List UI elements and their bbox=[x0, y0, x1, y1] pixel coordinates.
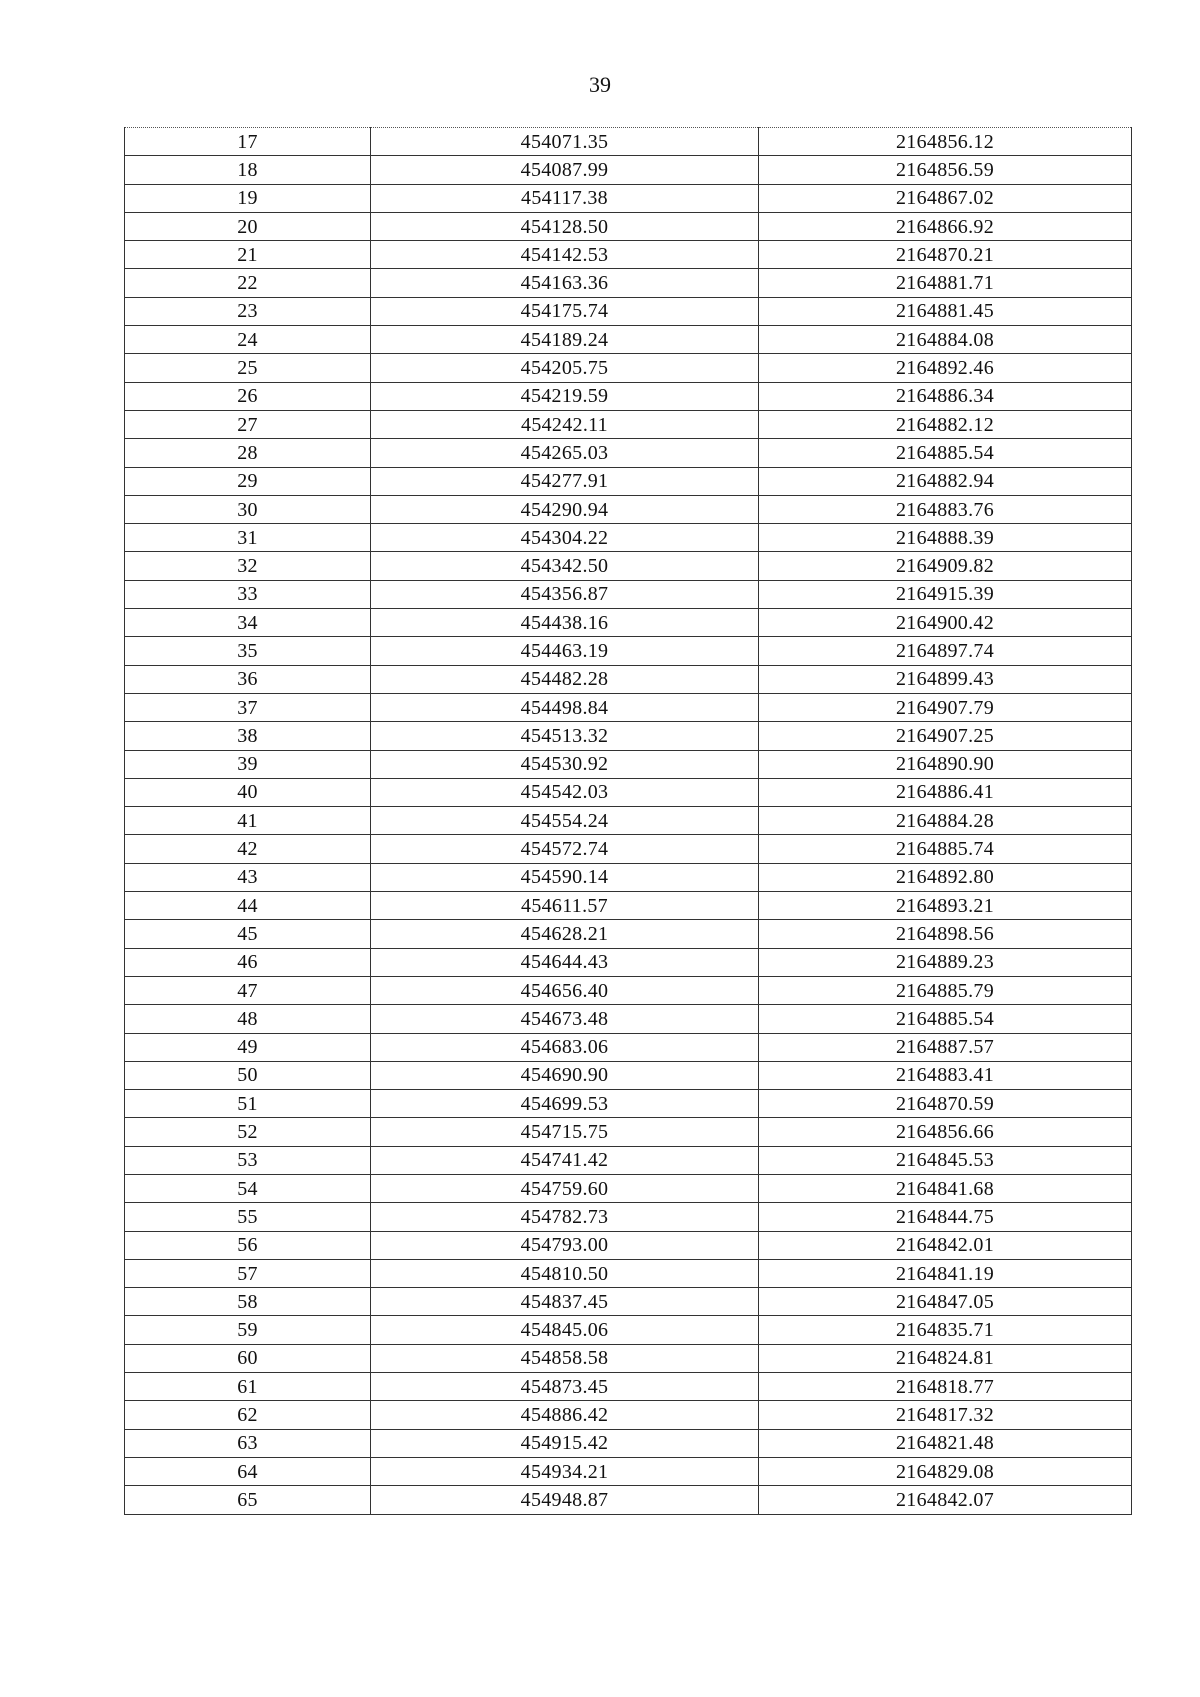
point-number-cell: 64 bbox=[125, 1457, 371, 1485]
coordinates-table-body bbox=[125, 128, 1132, 1515]
table-row bbox=[125, 920, 1132, 948]
point-number-cell: 47 bbox=[125, 976, 371, 1004]
x-coordinate-cell: 454845.06 bbox=[371, 1316, 759, 1344]
point-number-cell: 20 bbox=[125, 212, 371, 240]
point-number-cell: 63 bbox=[125, 1429, 371, 1457]
y-coordinate-cell: 2164847.05 bbox=[759, 1288, 1132, 1316]
table-row bbox=[125, 241, 1132, 269]
point-number-cell: 34 bbox=[125, 609, 371, 637]
y-coordinate-cell: 2164842.01 bbox=[759, 1231, 1132, 1259]
table-row bbox=[125, 467, 1132, 495]
table-row bbox=[125, 495, 1132, 523]
y-coordinate-cell: 2164885.54 bbox=[759, 439, 1132, 467]
y-coordinate-cell: 2164824.81 bbox=[759, 1344, 1132, 1372]
table-row bbox=[125, 1429, 1132, 1457]
y-coordinate-cell: 2164845.53 bbox=[759, 1146, 1132, 1174]
table-row bbox=[125, 1118, 1132, 1146]
x-coordinate-cell: 454554.24 bbox=[371, 807, 759, 835]
y-coordinate-cell: 2164898.56 bbox=[759, 920, 1132, 948]
y-coordinate-cell: 2164835.71 bbox=[759, 1316, 1132, 1344]
x-coordinate-cell: 454189.24 bbox=[371, 326, 759, 354]
point-number-cell: 24 bbox=[125, 326, 371, 354]
point-number-cell: 27 bbox=[125, 410, 371, 438]
x-coordinate-cell: 454242.11 bbox=[371, 410, 759, 438]
point-number-cell: 50 bbox=[125, 1061, 371, 1089]
table-row bbox=[125, 609, 1132, 637]
y-coordinate-cell: 2164900.42 bbox=[759, 609, 1132, 637]
table-row bbox=[125, 382, 1132, 410]
x-coordinate-cell: 454087.99 bbox=[371, 156, 759, 184]
point-number-cell: 56 bbox=[125, 1231, 371, 1259]
x-coordinate-cell: 454530.92 bbox=[371, 750, 759, 778]
x-coordinate-cell: 454793.00 bbox=[371, 1231, 759, 1259]
x-coordinate-cell: 454117.38 bbox=[371, 184, 759, 212]
page-number: 39 bbox=[589, 72, 611, 97]
x-coordinate-cell: 454656.40 bbox=[371, 976, 759, 1004]
y-coordinate-cell: 2164841.68 bbox=[759, 1174, 1132, 1202]
table-row bbox=[125, 184, 1132, 212]
y-coordinate-cell: 2164844.75 bbox=[759, 1203, 1132, 1231]
table-row bbox=[125, 1090, 1132, 1118]
x-coordinate-cell: 454356.87 bbox=[371, 580, 759, 608]
x-coordinate-cell: 454342.50 bbox=[371, 552, 759, 580]
table-row bbox=[125, 410, 1132, 438]
point-number-cell: 23 bbox=[125, 297, 371, 325]
point-number-cell: 33 bbox=[125, 580, 371, 608]
y-coordinate-cell: 2164889.23 bbox=[759, 948, 1132, 976]
point-number-cell: 26 bbox=[125, 382, 371, 410]
y-coordinate-cell: 2164887.57 bbox=[759, 1033, 1132, 1061]
y-coordinate-cell: 2164882.12 bbox=[759, 410, 1132, 438]
table-row bbox=[125, 1401, 1132, 1429]
x-coordinate-cell: 454219.59 bbox=[371, 382, 759, 410]
x-coordinate-cell: 454759.60 bbox=[371, 1174, 759, 1202]
y-coordinate-cell: 2164870.21 bbox=[759, 241, 1132, 269]
y-coordinate-cell: 2164893.21 bbox=[759, 892, 1132, 920]
table-row bbox=[125, 863, 1132, 891]
y-coordinate-cell: 2164841.19 bbox=[759, 1259, 1132, 1287]
y-coordinate-cell: 2164881.71 bbox=[759, 269, 1132, 297]
y-coordinate-cell: 2164888.39 bbox=[759, 524, 1132, 552]
point-number-cell: 57 bbox=[125, 1259, 371, 1287]
y-coordinate-cell: 2164884.28 bbox=[759, 807, 1132, 835]
y-coordinate-cell: 2164909.82 bbox=[759, 552, 1132, 580]
x-coordinate-cell: 454175.74 bbox=[371, 297, 759, 325]
table-row bbox=[125, 1146, 1132, 1174]
table-row bbox=[125, 1033, 1132, 1061]
point-number-cell: 37 bbox=[125, 693, 371, 721]
point-number-cell: 61 bbox=[125, 1373, 371, 1401]
y-coordinate-cell: 2164915.39 bbox=[759, 580, 1132, 608]
y-coordinate-cell: 2164867.02 bbox=[759, 184, 1132, 212]
table-row bbox=[125, 1259, 1132, 1287]
table-row bbox=[125, 1061, 1132, 1089]
y-coordinate-cell: 2164881.45 bbox=[759, 297, 1132, 325]
x-coordinate-cell: 454513.32 bbox=[371, 722, 759, 750]
y-coordinate-cell: 2164856.59 bbox=[759, 156, 1132, 184]
x-coordinate-cell: 454438.16 bbox=[371, 609, 759, 637]
table-row bbox=[125, 580, 1132, 608]
x-coordinate-cell: 454572.74 bbox=[371, 835, 759, 863]
x-coordinate-cell: 454498.84 bbox=[371, 693, 759, 721]
table-row bbox=[125, 976, 1132, 1004]
y-coordinate-cell: 2164892.80 bbox=[759, 863, 1132, 891]
table-row bbox=[125, 212, 1132, 240]
x-coordinate-cell: 454628.21 bbox=[371, 920, 759, 948]
point-number-cell: 43 bbox=[125, 863, 371, 891]
y-coordinate-cell: 2164897.74 bbox=[759, 637, 1132, 665]
point-number-cell: 65 bbox=[125, 1486, 371, 1514]
point-number-cell: 59 bbox=[125, 1316, 371, 1344]
y-coordinate-cell: 2164829.08 bbox=[759, 1457, 1132, 1485]
y-coordinate-cell: 2164892.46 bbox=[759, 354, 1132, 382]
point-number-cell: 39 bbox=[125, 750, 371, 778]
point-number-cell: 51 bbox=[125, 1090, 371, 1118]
x-coordinate-cell: 454741.42 bbox=[371, 1146, 759, 1174]
y-coordinate-cell: 2164818.77 bbox=[759, 1373, 1132, 1401]
point-number-cell: 30 bbox=[125, 495, 371, 523]
x-coordinate-cell: 454948.87 bbox=[371, 1486, 759, 1514]
table-row bbox=[125, 297, 1132, 325]
x-coordinate-cell: 454163.36 bbox=[371, 269, 759, 297]
y-coordinate-cell: 2164883.76 bbox=[759, 495, 1132, 523]
x-coordinate-cell: 454782.73 bbox=[371, 1203, 759, 1231]
x-coordinate-cell: 454934.21 bbox=[371, 1457, 759, 1485]
table-row bbox=[125, 439, 1132, 467]
x-coordinate-cell: 454886.42 bbox=[371, 1401, 759, 1429]
y-coordinate-cell: 2164886.34 bbox=[759, 382, 1132, 410]
table-row bbox=[125, 807, 1132, 835]
point-number-cell: 62 bbox=[125, 1401, 371, 1429]
table-row bbox=[125, 892, 1132, 920]
x-coordinate-cell: 454611.57 bbox=[371, 892, 759, 920]
point-number-cell: 38 bbox=[125, 722, 371, 750]
point-number-cell: 54 bbox=[125, 1174, 371, 1202]
point-number-cell: 28 bbox=[125, 439, 371, 467]
coordinates-table bbox=[124, 127, 1132, 1515]
x-coordinate-cell: 454915.42 bbox=[371, 1429, 759, 1457]
x-coordinate-cell: 454142.53 bbox=[371, 241, 759, 269]
table-row bbox=[125, 1457, 1132, 1485]
x-coordinate-cell: 454482.28 bbox=[371, 665, 759, 693]
x-coordinate-cell: 454277.91 bbox=[371, 467, 759, 495]
point-number-cell: 22 bbox=[125, 269, 371, 297]
x-coordinate-cell: 454265.03 bbox=[371, 439, 759, 467]
point-number-cell: 41 bbox=[125, 807, 371, 835]
y-coordinate-cell: 2164884.08 bbox=[759, 326, 1132, 354]
point-number-cell: 53 bbox=[125, 1146, 371, 1174]
x-coordinate-cell: 454683.06 bbox=[371, 1033, 759, 1061]
table-row bbox=[125, 665, 1132, 693]
table-row bbox=[125, 1174, 1132, 1202]
x-coordinate-cell: 454304.22 bbox=[371, 524, 759, 552]
y-coordinate-cell: 2164885.74 bbox=[759, 835, 1132, 863]
x-coordinate-cell: 454837.45 bbox=[371, 1288, 759, 1316]
x-coordinate-cell: 454873.45 bbox=[371, 1373, 759, 1401]
x-coordinate-cell: 454699.53 bbox=[371, 1090, 759, 1118]
table-row bbox=[125, 1288, 1132, 1316]
x-coordinate-cell: 454715.75 bbox=[371, 1118, 759, 1146]
table-row bbox=[125, 1005, 1132, 1033]
y-coordinate-cell: 2164886.41 bbox=[759, 778, 1132, 806]
point-number-cell: 19 bbox=[125, 184, 371, 212]
y-coordinate-cell: 2164883.41 bbox=[759, 1061, 1132, 1089]
x-coordinate-cell: 454542.03 bbox=[371, 778, 759, 806]
point-number-cell: 35 bbox=[125, 637, 371, 665]
table-row bbox=[125, 524, 1132, 552]
point-number-cell: 42 bbox=[125, 835, 371, 863]
table-row bbox=[125, 750, 1132, 778]
point-number-cell: 18 bbox=[125, 156, 371, 184]
table-row bbox=[125, 1316, 1132, 1344]
point-number-cell: 48 bbox=[125, 1005, 371, 1033]
x-coordinate-cell: 454590.14 bbox=[371, 863, 759, 891]
y-coordinate-cell: 2164882.94 bbox=[759, 467, 1132, 495]
table-row bbox=[125, 156, 1132, 184]
x-coordinate-cell: 454690.90 bbox=[371, 1061, 759, 1089]
point-number-cell: 17 bbox=[125, 128, 371, 156]
y-coordinate-cell: 2164821.48 bbox=[759, 1429, 1132, 1457]
point-number-cell: 60 bbox=[125, 1344, 371, 1372]
point-number-cell: 49 bbox=[125, 1033, 371, 1061]
table-row bbox=[125, 269, 1132, 297]
point-number-cell: 21 bbox=[125, 241, 371, 269]
point-number-cell: 40 bbox=[125, 778, 371, 806]
x-coordinate-cell: 454128.50 bbox=[371, 212, 759, 240]
point-number-cell: 55 bbox=[125, 1203, 371, 1231]
x-coordinate-cell: 454290.94 bbox=[371, 495, 759, 523]
y-coordinate-cell: 2164885.79 bbox=[759, 976, 1132, 1004]
table-row bbox=[125, 637, 1132, 665]
table-row bbox=[125, 948, 1132, 976]
y-coordinate-cell: 2164907.25 bbox=[759, 722, 1132, 750]
y-coordinate-cell: 2164890.90 bbox=[759, 750, 1132, 778]
table-row bbox=[125, 722, 1132, 750]
y-coordinate-cell: 2164870.59 bbox=[759, 1090, 1132, 1118]
y-coordinate-cell: 2164866.92 bbox=[759, 212, 1132, 240]
x-coordinate-cell: 454810.50 bbox=[371, 1259, 759, 1287]
table-row bbox=[125, 778, 1132, 806]
table-row bbox=[125, 835, 1132, 863]
table-row bbox=[125, 1231, 1132, 1259]
table-row bbox=[125, 354, 1132, 382]
point-number-cell: 31 bbox=[125, 524, 371, 552]
point-number-cell: 29 bbox=[125, 467, 371, 495]
y-coordinate-cell: 2164817.32 bbox=[759, 1401, 1132, 1429]
table-row bbox=[125, 326, 1132, 354]
x-coordinate-cell: 454463.19 bbox=[371, 637, 759, 665]
point-number-cell: 25 bbox=[125, 354, 371, 382]
table-row bbox=[125, 1373, 1132, 1401]
y-coordinate-cell: 2164856.66 bbox=[759, 1118, 1132, 1146]
table-row bbox=[125, 693, 1132, 721]
point-number-cell: 45 bbox=[125, 920, 371, 948]
x-coordinate-cell: 454644.43 bbox=[371, 948, 759, 976]
point-number-cell: 58 bbox=[125, 1288, 371, 1316]
point-number-cell: 36 bbox=[125, 665, 371, 693]
table-row bbox=[125, 1344, 1132, 1372]
x-coordinate-cell: 454071.35 bbox=[371, 128, 759, 156]
point-number-cell: 32 bbox=[125, 552, 371, 580]
y-coordinate-cell: 2164899.43 bbox=[759, 665, 1132, 693]
y-coordinate-cell: 2164856.12 bbox=[759, 128, 1132, 156]
x-coordinate-cell: 454673.48 bbox=[371, 1005, 759, 1033]
y-coordinate-cell: 2164885.54 bbox=[759, 1005, 1132, 1033]
table-row bbox=[125, 128, 1132, 156]
y-coordinate-cell: 2164842.07 bbox=[759, 1486, 1132, 1514]
point-number-cell: 52 bbox=[125, 1118, 371, 1146]
table-row bbox=[125, 1486, 1132, 1514]
y-coordinate-cell: 2164907.79 bbox=[759, 693, 1132, 721]
x-coordinate-cell: 454858.58 bbox=[371, 1344, 759, 1372]
table-row bbox=[125, 552, 1132, 580]
table-row bbox=[125, 1203, 1132, 1231]
x-coordinate-cell: 454205.75 bbox=[371, 354, 759, 382]
point-number-cell: 46 bbox=[125, 948, 371, 976]
point-number-cell: 44 bbox=[125, 892, 371, 920]
